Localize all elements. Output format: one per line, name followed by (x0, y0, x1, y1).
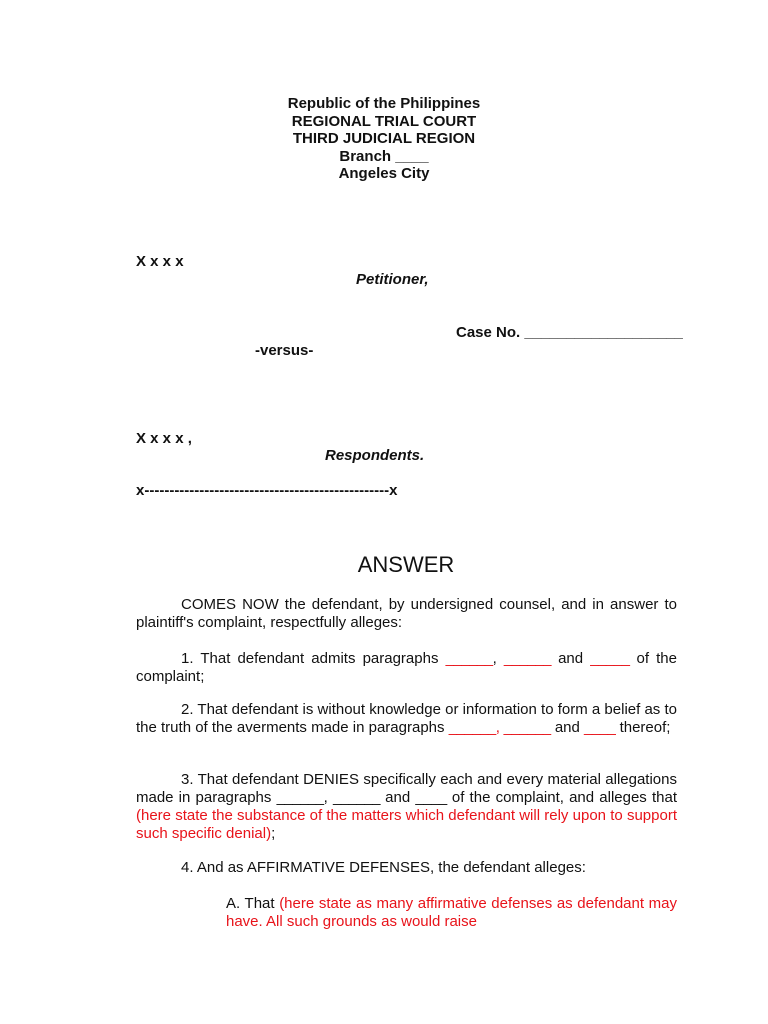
p1-sep: , (492, 650, 504, 667)
p2-tail: thereof; (615, 719, 671, 736)
paragraph-3 (136, 771, 677, 843)
p2-blank-3: ____ (584, 719, 616, 736)
p2-text: 2. That defendant is without knowledge or information to form a belief as to the truth of the averments made in paragraphs (136, 701, 677, 736)
p3-mid: of the complaint, and alleges that (446, 789, 677, 806)
pA-instruction-note: (here state as many affirmative defenses as defendant may have. All such grounds as would raise (226, 895, 677, 930)
p1-tail: of the complaint; (136, 650, 677, 685)
p3-sep: , (323, 789, 333, 806)
caption-branch: Branch ____ (339, 147, 429, 165)
p1-blank-2: ______ (503, 650, 551, 667)
p3-blank-3: ____ (415, 789, 447, 806)
petitioner-name: X x x x (136, 253, 184, 270)
paragraph-1 (136, 650, 677, 686)
p3-and: and (380, 789, 416, 806)
caption-court: REGIONAL TRIAL COURT (291, 112, 477, 130)
p1-and: and (550, 650, 591, 667)
caption-republic: Republic of the Philippines (287, 95, 481, 112)
caption-separator: x-------------------------------------------------x (136, 482, 398, 499)
court-caption (0, 95, 768, 183)
p3-instruction-note: (here state the substance of the matters which defendant will rely upon to support such specific denial) (136, 807, 677, 842)
pA-text: A. That (226, 895, 280, 912)
p1-text: 1. That defendant admits paragraphs (181, 650, 446, 667)
respondent-label: Respondents. (325, 447, 425, 464)
affirmative-defense-a (226, 895, 677, 931)
paragraph-4: 4. And as AFFIRMATIVE DEFENSES, the defendant alleges: (181, 859, 586, 876)
paragraph-2 (136, 701, 677, 737)
versus-label: -versus- (255, 342, 314, 359)
p3-blank-1: ______ (276, 789, 324, 806)
petitioner-label: Petitioner, (356, 271, 429, 288)
p3-blank-2: ______ (332, 789, 381, 806)
p2-blank-1: ______, (448, 719, 500, 736)
document-title: ANSWER (357, 552, 455, 577)
p2-blank-2: ______ (503, 719, 551, 736)
caption-city: Angeles City (338, 165, 430, 182)
respondent-name: X x x x , (136, 430, 192, 447)
p3-text: 3. That defendant DENIES specifically each and every material allegations made in paragraphs (136, 771, 677, 806)
caption-region: THIRD JUDICIAL REGION (292, 130, 476, 147)
p1-blank-3: _____ (590, 650, 630, 667)
p3-tail: ; (271, 825, 276, 842)
case-number: Case No. ___________________ (456, 324, 683, 341)
p2-and: and (550, 719, 585, 736)
intro-paragraph: COMES NOW the defendant, by undersigned counsel, and in answer to plaintiff's complaint, respectfully alleges: (136, 596, 677, 631)
p1-blank-1: ______ (445, 650, 493, 667)
